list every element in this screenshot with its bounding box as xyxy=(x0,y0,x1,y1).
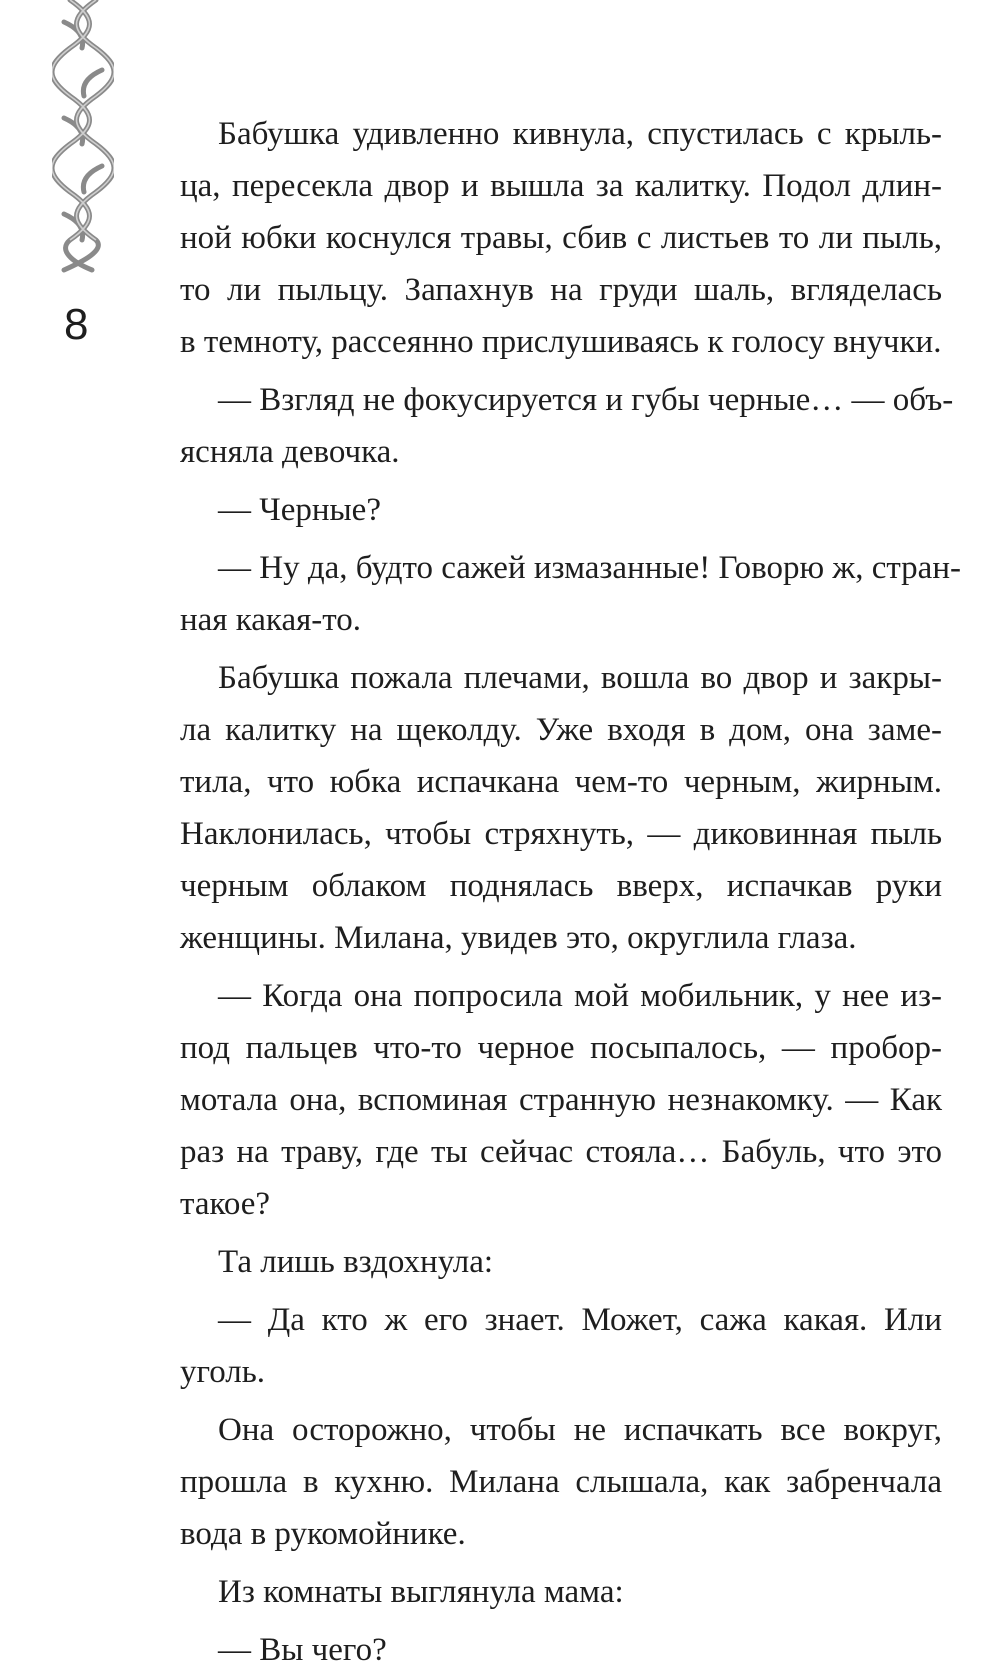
text-line: — Черные? xyxy=(218,492,381,528)
text-line: — Взгляд не фокусируется и губы черные… — объ- xyxy=(218,382,954,418)
paragraph xyxy=(180,1566,942,1618)
text-line: ясняла девочка. xyxy=(180,434,400,470)
text-line: Бабушка пожала плечами, вошла во двор и закры- xyxy=(218,660,942,696)
text-line: ла калитку на щеколду. Уже входя в дом, она заме- xyxy=(180,712,942,748)
text-line: Из комнаты выглянула мама: xyxy=(218,1574,624,1610)
text-line: — Да кто ж его знает. Может, сажа какая. Или xyxy=(218,1302,942,1338)
text-line: Бабушка удивленно кивнула, спустилась с крыль- xyxy=(218,116,942,152)
text-line: Она осторожно, чтобы не испачкать все вокруг, xyxy=(218,1412,942,1448)
text-line: — Когда она попросила мой мобильник, у нее из- xyxy=(218,978,942,1014)
text-line: — Вы чего? xyxy=(218,1632,387,1668)
text-line: уголь. xyxy=(180,1354,266,1390)
body-text xyxy=(180,108,961,1676)
paragraph xyxy=(180,542,961,646)
text-line: ная какая-то. xyxy=(180,602,362,638)
text-line: тила, что юбка испачкана чем-то черным, жирным. xyxy=(180,764,942,800)
text-line: вода в рукомойнике. xyxy=(180,1516,466,1552)
page-number: 8 xyxy=(64,300,89,349)
celtic-braid-icon xyxy=(52,0,114,280)
text-line: Та лишь вздохнула: xyxy=(218,1244,494,1280)
text-line: в темноту, рассеянно прислушиваясь к голосу внучки. xyxy=(180,324,942,360)
text-line: ной юбки коснулся травы, сбив с листьев то ли пыль, xyxy=(180,220,942,256)
paragraph xyxy=(180,652,942,964)
paragraph xyxy=(180,1294,942,1398)
paragraph xyxy=(180,374,954,478)
text-line: мотала она, вспоминая странную незнакомку. — Как xyxy=(180,1082,942,1118)
text-line: такое? xyxy=(180,1186,271,1222)
paragraph xyxy=(180,1404,942,1560)
text-line: ца, пересекла двор и вышла за калитку. Подол длин- xyxy=(180,168,942,204)
paragraph xyxy=(180,970,942,1230)
paragraph xyxy=(180,108,942,368)
text-line: женщины. Милана, увидев это, округлила глаза. xyxy=(180,920,857,956)
text-line: — Ну да, будто сажей измазанные! Говорю ж, стран- xyxy=(218,550,961,586)
text-line: Наклонилась, чтобы стряхнуть, — диковинная пыль xyxy=(180,816,942,852)
paragraph xyxy=(180,484,942,536)
text-line: черным облаком поднялась вверх, испачкав руки xyxy=(180,868,942,904)
text-line: под пальцев что-то черное посыпалось, — пробор- xyxy=(180,1030,942,1066)
paragraph xyxy=(180,1624,942,1676)
text-line: то ли пыльцу. Запахнув на груди шаль, вгляделась xyxy=(180,272,942,308)
paragraph xyxy=(180,1236,942,1288)
text-line: прошла в кухню. Милана слышала, как забренчала xyxy=(180,1464,942,1500)
text-line: раз на траву, где ты сейчас стояла… Бабуль, что это xyxy=(180,1134,942,1170)
